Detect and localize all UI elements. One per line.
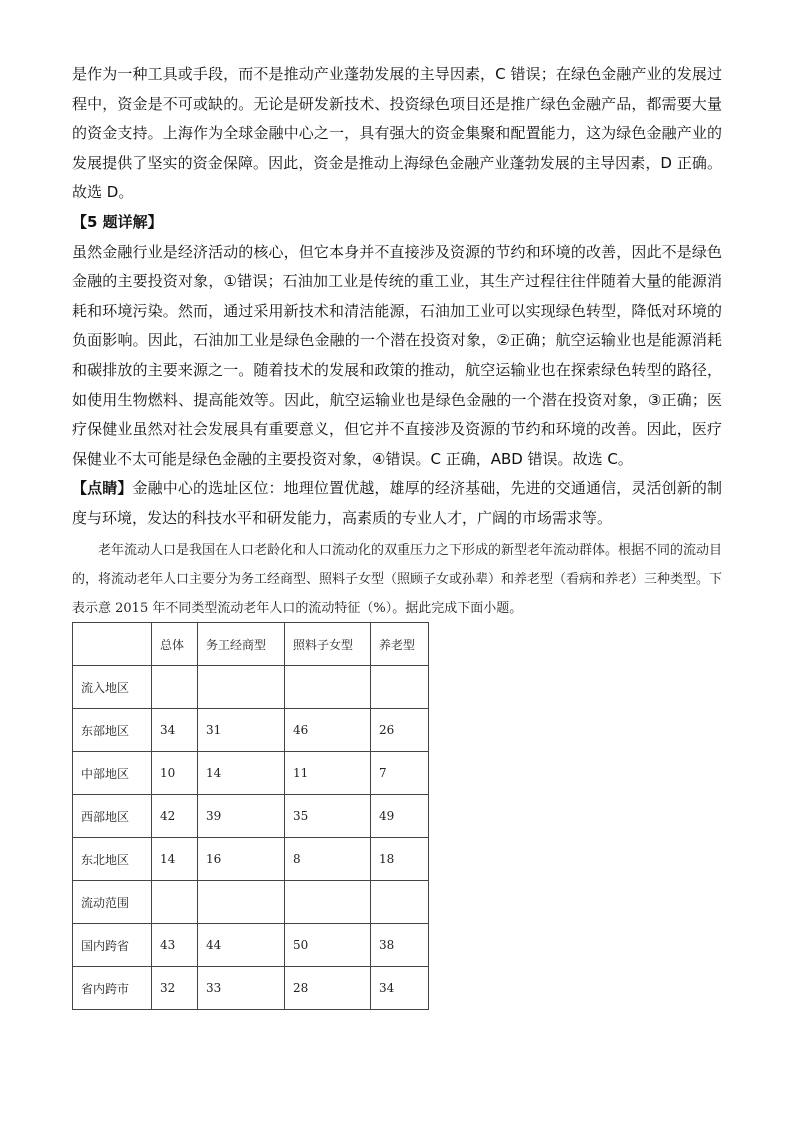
table-cell: 10 bbox=[152, 752, 198, 795]
table-cell: 46 bbox=[285, 709, 371, 752]
question-intro: 老年流动人口是我国在人口老龄化和人口流动化的双重压力之下形成的新型老年流动群体。根据不同的流动目的，将流动老年人口主要分为务工经商型、照料子女型（照顾子女或孙辈）和养老型（看病和养老）三种类型。下表示意 2015 年不同类型流动老年人口的流动特征（%）。据此完成下面小题。 bbox=[72, 542, 723, 617]
answer-paragraph-4: 是作为一种工具或手段，而不是推动产业蓬勃发展的主导因素，C 错误；在绿色金融产业的发展过程中，资金是不可或缺的。无论是研发新技术、投资绿色项目还是推广绿色金融产品，都需要大量的资金支持。上海作为全球金融中心之一，具有强大的资金集聚和配置能力，这为绿色金融产业的发展提供了坚实的资金保障。因此，资金是推动上海绿色金融产业蓬勃发展的主导因素，D 正确。故选 D。 bbox=[72, 65, 722, 202]
table-row bbox=[73, 967, 429, 1010]
table-row bbox=[73, 924, 429, 967]
document-page bbox=[72, 60, 722, 624]
table-row-label: 中部地区 bbox=[73, 752, 152, 795]
table-cell bbox=[198, 666, 285, 709]
table-row bbox=[73, 795, 429, 838]
table-cell: 8 bbox=[285, 838, 371, 881]
table-row-label: 东北地区 bbox=[73, 838, 152, 881]
table-cell bbox=[371, 881, 429, 924]
table-row-label: 流动范围 bbox=[73, 881, 152, 924]
table-cell: 43 bbox=[152, 924, 198, 967]
table-row bbox=[73, 752, 429, 795]
question-5-label: 【5 题详解】 bbox=[72, 212, 163, 231]
table-row bbox=[73, 709, 429, 752]
table-row bbox=[73, 838, 429, 881]
table-cell: 34 bbox=[371, 967, 429, 1010]
table-cell bbox=[285, 881, 371, 924]
table-header-cell bbox=[73, 623, 152, 666]
tip-body: 金融中心的选址区位：地理位置优越，雄厚的经济基础，先进的交通通信，灵活创新的制度与环境，发达的科技水平和研发能力，高素质的专业人才，广阔的市场需求等。 bbox=[72, 479, 722, 527]
tip-label: 【点睛】 bbox=[72, 479, 133, 498]
table-header-cell: 总体 bbox=[152, 623, 198, 666]
table-header-cell: 照料子女型 bbox=[285, 623, 371, 666]
table-cell: 44 bbox=[198, 924, 285, 967]
table-cell bbox=[152, 666, 198, 709]
table-cell: 33 bbox=[198, 967, 285, 1010]
table-row-label: 国内跨省 bbox=[73, 924, 152, 967]
table-cell: 16 bbox=[198, 838, 285, 881]
table-cell: 32 bbox=[152, 967, 198, 1010]
table-cell: 7 bbox=[371, 752, 429, 795]
table-cell: 35 bbox=[285, 795, 371, 838]
table-body bbox=[73, 623, 429, 1010]
migration-table bbox=[72, 622, 429, 1010]
table-cell: 11 bbox=[285, 752, 371, 795]
question-5-heading bbox=[72, 208, 722, 238]
table-cell: 14 bbox=[152, 838, 198, 881]
table-cell: 49 bbox=[371, 795, 429, 838]
table-cell: 50 bbox=[285, 924, 371, 967]
table-header-row bbox=[73, 623, 429, 666]
table-cell bbox=[371, 666, 429, 709]
table-row-label: 流入地区 bbox=[73, 666, 152, 709]
table-cell: 31 bbox=[198, 709, 285, 752]
table-cell: 42 bbox=[152, 795, 198, 838]
table-cell: 34 bbox=[152, 709, 198, 752]
answer-paragraph-5: 虽然金融行业是经济活动的核心，但它本身并不直接涉及资源的节约和环境的改善，因此不是绿色金融的主要投资对象，①错误；石油加工业是传统的重工业，其生产过程往往伴随着大量的能源消耗和环境污染。然而，通过采用新技术和清洁能源，石油加工业可以实现绿色转型，降低对环境的负面影响。因此，石油加工业是绿色金融的一个潜在投资对象，②正确；航空运输业也是能源消耗和碳排放的主要来源之一。随着技术的发展和政策的推动，航空运输业也在探索绿色转型的路径，如使用生物燃料、提高能效等。因此，航空运输业也是绿色金融的一个潜在投资对象，③正确；医疗保健业虽然对社会发展具有重要意义，但它并不直接涉及资源的节约和环境的改善。因此，医疗保健业不太可能是绿色金融的主要投资对象，④错误。C 正确，ABD 错误。故选 C。 bbox=[72, 242, 722, 468]
table-row-label: 东部地区 bbox=[73, 709, 152, 752]
table-header-cell: 务工经商型 bbox=[198, 623, 285, 666]
table-cell: 26 bbox=[371, 709, 429, 752]
table-cell: 39 bbox=[198, 795, 285, 838]
table-row bbox=[73, 881, 429, 924]
table-cell bbox=[152, 881, 198, 924]
table-row bbox=[73, 666, 429, 709]
table-cell bbox=[198, 881, 285, 924]
table-row-label: 省内跨市 bbox=[73, 967, 152, 1010]
table-cell bbox=[285, 666, 371, 709]
table-cell: 28 bbox=[285, 967, 371, 1010]
table-header-cell: 养老型 bbox=[371, 623, 429, 666]
table-cell: 18 bbox=[371, 838, 429, 881]
table-cell: 14 bbox=[198, 752, 285, 795]
table-row-label: 西部地区 bbox=[73, 795, 152, 838]
tip-paragraph bbox=[72, 474, 722, 533]
table-cell: 38 bbox=[371, 924, 429, 967]
